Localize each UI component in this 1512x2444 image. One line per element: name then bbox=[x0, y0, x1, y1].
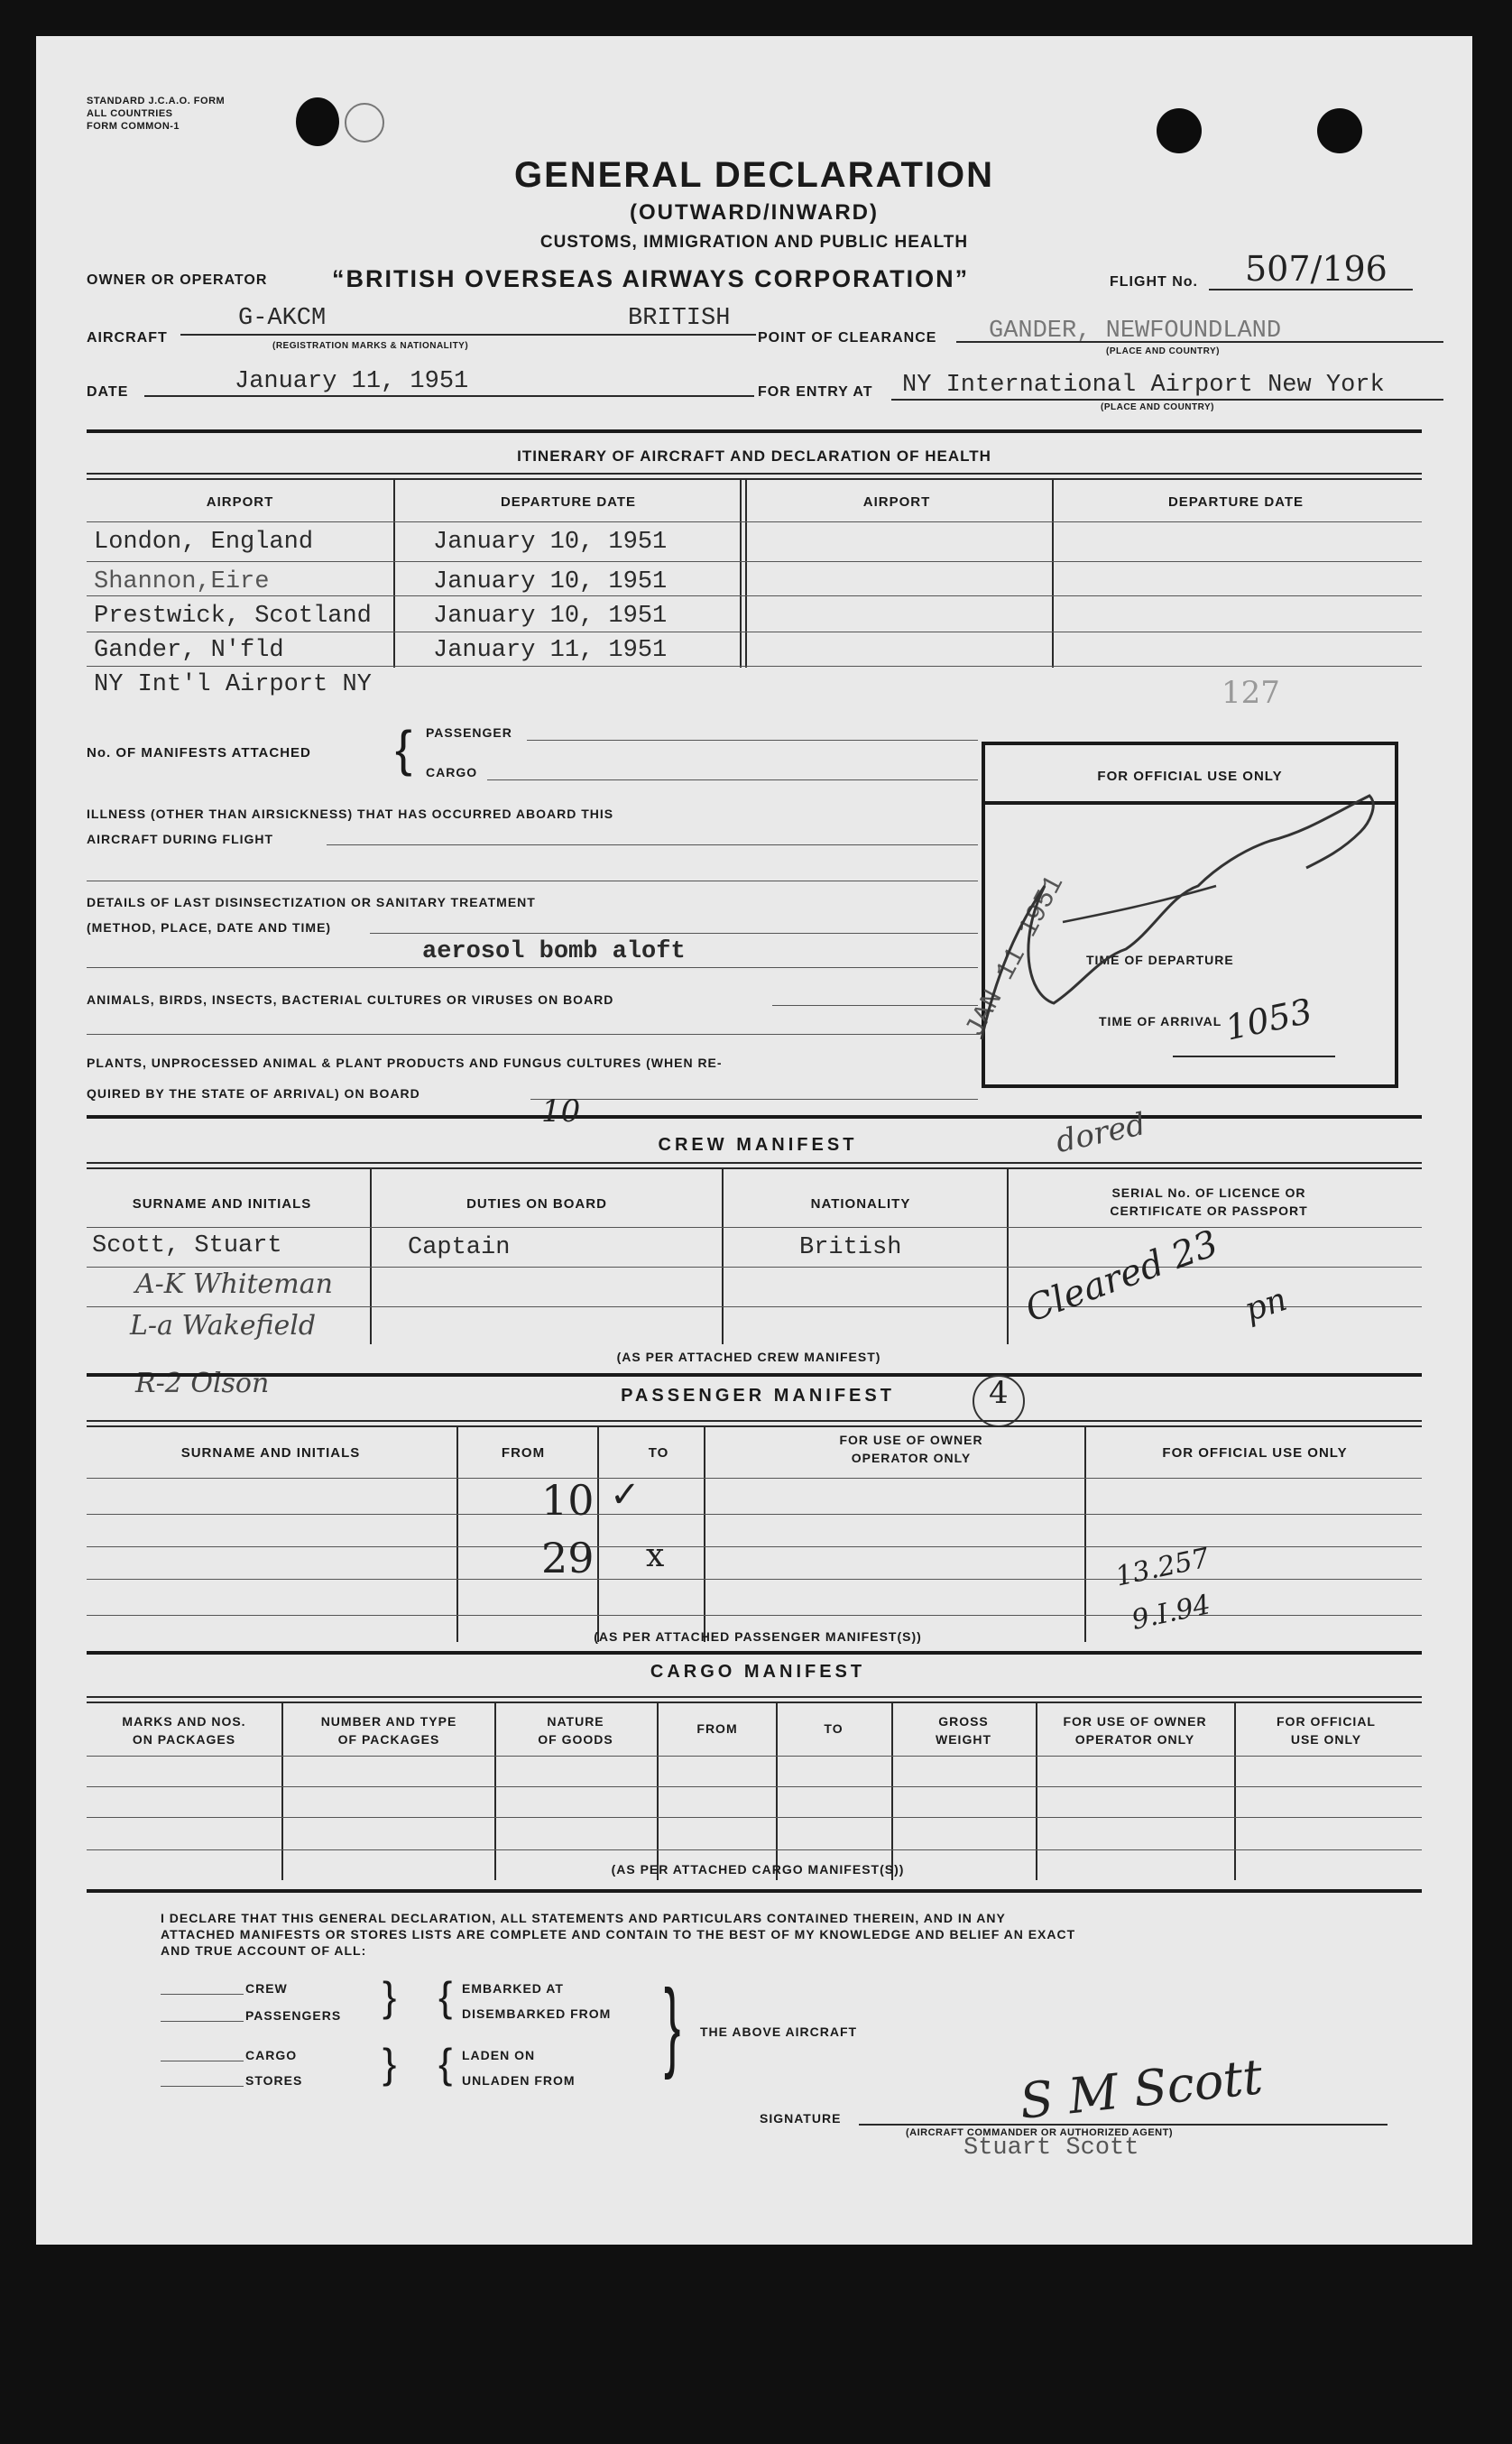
entry-value: NY International Airport New York bbox=[902, 372, 1385, 399]
cargo-col-5: TO bbox=[824, 1721, 844, 1736]
passenger-col-owner-1: FOR USE OF OWNER bbox=[839, 1433, 983, 1447]
cargo-col-3-line1: NATURE bbox=[547, 1714, 604, 1729]
itinerary-row-3-date: January 10, 1951 bbox=[433, 603, 668, 630]
entry-label: FOR ENTRY AT bbox=[758, 384, 873, 400]
crew-hand-name-3: R-2 Olson bbox=[135, 1368, 270, 1399]
crew-col-nationality: NATIONALITY bbox=[810, 1196, 911, 1212]
crew-col-duties: DUTIES ON BOARD bbox=[466, 1196, 607, 1212]
clearance-label: POINT OF CLEARANCE bbox=[758, 330, 937, 346]
cargo-col-8-line1: FOR OFFICIAL bbox=[1277, 1714, 1376, 1729]
form-id-line3: FORM COMMON-1 bbox=[87, 121, 180, 132]
passenger-hand-count: 4 bbox=[989, 1375, 1009, 1411]
passenger-per-attached: (AS PER ATTACHED PASSENGER MANIFEST(S)) bbox=[594, 1629, 922, 1644]
crew-cleared-scrawl: dored bbox=[1052, 1106, 1149, 1160]
manifests-passenger: PASSENGER bbox=[426, 725, 512, 740]
itinerary-row-2-date: January 10, 1951 bbox=[433, 568, 668, 595]
disinsect-value: aerosol bomb aloft bbox=[422, 938, 686, 965]
animals-label: ANIMALS, BIRDS, INSECTS, BACTERIAL CULTURES OR VIRUSES ON BOARD bbox=[87, 992, 614, 1007]
illness-line-1: ILLNESS (OTHER THAN AIRSICKNESS) THAT HAS OCCURRED ABOARD THIS bbox=[87, 807, 614, 821]
brace-icon: { bbox=[438, 1973, 453, 2020]
declaration-passengers: PASSENGERS bbox=[245, 2008, 342, 2023]
passenger-col-to: TO bbox=[648, 1445, 669, 1461]
crew-hand-serial-mark: pn bbox=[1240, 1280, 1292, 1330]
itinerary-heading: ITINERARY OF AIRCRAFT AND DECLARATION OF HEALTH bbox=[517, 447, 991, 465]
declaration-crew: CREW bbox=[245, 1981, 288, 1996]
itinerary-row-1-date: January 10, 1951 bbox=[433, 529, 668, 556]
clearance-caption: (PLACE AND COUNTRY) bbox=[1106, 346, 1220, 356]
form-subtitle: (OUTWARD/INWARD) bbox=[630, 200, 879, 225]
cargo-col-1-line2: ON PACKAGES bbox=[132, 1732, 236, 1747]
cargo-col-3-line2: OF GOODS bbox=[538, 1732, 613, 1747]
date-value: January 11, 1951 bbox=[235, 368, 469, 395]
crew-hand-name-2: L-a Wakefield bbox=[130, 1310, 317, 1342]
official-box-heading: FOR OFFICIAL USE ONLY bbox=[1097, 769, 1283, 784]
inspector-signature-scrawl bbox=[945, 778, 1433, 1075]
itinerary-row-1-airport: London, England bbox=[94, 529, 314, 556]
form-subtitle-2: CUSTOMS, IMMIGRATION AND PUBLIC HEALTH bbox=[539, 233, 969, 252]
aircraft-nationality: BRITISH bbox=[628, 305, 731, 332]
cargo-col-6-line2: WEIGHT bbox=[936, 1732, 991, 1747]
crew-col-surname: SURNAME AND INITIALS bbox=[132, 1196, 312, 1212]
captain-signature: S M Scott bbox=[1017, 2048, 1266, 2130]
crew-row-nationality: British bbox=[799, 1234, 902, 1261]
passenger-hand-from-2: 29 bbox=[541, 1534, 595, 1582]
form-id-line1: STANDARD J.C.A.O. FORM bbox=[87, 96, 226, 106]
cargo-col-7-line2: OPERATOR ONLY bbox=[1074, 1732, 1195, 1747]
plants-line-2: QUIRED BY THE STATE OF ARRIVAL) ON BOARD bbox=[87, 1086, 420, 1101]
crew-col-serial-2: CERTIFICATE OR PASSPORT bbox=[1110, 1204, 1308, 1218]
itinerary-row-4-date: January 11, 1951 bbox=[433, 637, 668, 664]
crew-hand-serial: Cleared 23 bbox=[1019, 1222, 1224, 1331]
itinerary-col-airport-2: AIRPORT bbox=[862, 494, 931, 510]
punch-hole-right-1 bbox=[1157, 108, 1202, 153]
cargo-col-4: FROM bbox=[696, 1721, 738, 1736]
itinerary-row-5-airport: NY Int'l Airport NY bbox=[94, 671, 372, 698]
crew-col-serial-1: SERIAL No. OF LICENCE OR bbox=[1111, 1185, 1306, 1200]
punch-hole-left bbox=[296, 97, 339, 146]
signature-caption: (AIRCRAFT COMMANDER OR AUTHORIZED AGENT) bbox=[906, 2127, 1173, 2138]
itinerary-col-airport: AIRPORT bbox=[206, 494, 274, 510]
passenger-hand-x: x bbox=[646, 1537, 665, 1574]
crew-row-duties: Captain bbox=[408, 1234, 511, 1261]
manifests-label: No. OF MANIFESTS ATTACHED bbox=[87, 745, 311, 761]
brace-icon: { bbox=[395, 720, 412, 777]
illness-line-2: AIRCRAFT DURING FLIGHT bbox=[87, 832, 274, 846]
crew-row-surname: Scott, Stuart bbox=[92, 1232, 282, 1259]
declaration-above-aircraft: THE ABOVE AIRCRAFT bbox=[700, 2024, 858, 2039]
plants-line-1: PLANTS, UNPROCESSED ANIMAL & PLANT PRODUCTS AND FUNGUS CULTURES (WHEN RE- bbox=[87, 1056, 723, 1070]
cargo-col-6-line1: GROSS bbox=[938, 1714, 989, 1729]
brace-icon: } bbox=[383, 2040, 397, 2087]
cargo-heading: CARGO MANIFEST bbox=[650, 1662, 866, 1682]
itinerary-row-3-airport: Prestwick, Scotland bbox=[94, 603, 372, 630]
captain-typed-name: Stuart Scott bbox=[963, 2135, 1139, 2162]
form-id-line2: ALL COUNTRIES bbox=[87, 108, 173, 119]
cargo-col-2-line2: OF PACKAGES bbox=[337, 1732, 440, 1747]
cargo-per-attached: (AS PER ATTACHED CARGO MANIFEST(S)) bbox=[611, 1862, 905, 1877]
received-stamp-icon bbox=[345, 103, 384, 143]
itinerary-row-4-airport: Gander, N'fld bbox=[94, 637, 284, 664]
itinerary-row-2-airport: Shannon,Eire bbox=[94, 568, 270, 595]
disinsect-line-2: (METHOD, PLACE, DATE AND TIME) bbox=[87, 920, 332, 935]
declaration-laden: LADEN ON bbox=[462, 2048, 536, 2062]
punch-hole-right-2 bbox=[1317, 108, 1362, 153]
passenger-col-official: FOR OFFICIAL USE ONLY bbox=[1162, 1445, 1348, 1461]
cargo-col-2-line1: NUMBER AND TYPE bbox=[320, 1714, 457, 1729]
passenger-hand-official-2: 9.I.94 bbox=[1129, 1589, 1213, 1637]
operator-label: OWNER OR OPERATOR bbox=[87, 272, 268, 288]
itinerary-handwritten-number: 127 bbox=[1222, 675, 1280, 711]
official-box-date-stamp: JAN 11 1951 bbox=[960, 871, 1071, 1043]
brace-icon: } bbox=[383, 1973, 397, 2020]
official-box-departure: TIME OF DEPARTURE bbox=[1086, 953, 1234, 967]
official-box-arrival: TIME OF ARRIVAL bbox=[1099, 1014, 1222, 1028]
signature-label: SIGNATURE bbox=[760, 2111, 842, 2126]
itinerary-col-departure-2: DEPARTURE DATE bbox=[1167, 494, 1305, 510]
flight-label: FLIGHT No. bbox=[1110, 274, 1198, 290]
cargo-col-1-line1: MARKS AND NOS. bbox=[122, 1714, 246, 1729]
general-declaration-form bbox=[36, 36, 1472, 2245]
brace-icon: } bbox=[664, 1969, 681, 2080]
itinerary-col-departure: DEPARTURE DATE bbox=[500, 494, 637, 510]
declaration-line-3: AND TRUE ACCOUNT OF ALL: bbox=[161, 1943, 367, 1958]
cargo-col-7-line1: FOR USE OF OWNER bbox=[1063, 1714, 1207, 1729]
form-title: GENERAL DECLARATION bbox=[513, 155, 995, 195]
crew-hand-count: 10 bbox=[541, 1093, 581, 1130]
passenger-hand-official-1: 13.257 bbox=[1112, 1542, 1212, 1593]
declaration-stores: STORES bbox=[245, 2073, 303, 2088]
crew-heading: CREW MANIFEST bbox=[658, 1135, 858, 1155]
passenger-hand-from-1: 10 bbox=[541, 1476, 595, 1525]
passenger-heading: PASSENGER MANIFEST bbox=[621, 1386, 895, 1406]
declaration-line-2: ATTACHED MANIFESTS OR STORES LISTS ARE COMPLETE AND CONTAIN TO THE BEST OF MY KNOWLEDGE AND BELIEF AN EXACT bbox=[161, 1927, 1076, 1941]
passenger-col-from: FROM bbox=[501, 1445, 546, 1461]
declaration-embarked: EMBARKED AT bbox=[462, 1981, 564, 1996]
date-label: DATE bbox=[87, 384, 129, 400]
official-box-arrival-handwritten: 1053 bbox=[1222, 991, 1316, 1048]
declaration-disembarked: DISEMBARKED FROM bbox=[462, 2006, 612, 2021]
aircraft-label: AIRCRAFT bbox=[87, 330, 168, 346]
brace-icon: { bbox=[438, 2040, 453, 2087]
declaration-cargo: CARGO bbox=[245, 2048, 298, 2062]
passenger-hand-check: ✓ bbox=[610, 1474, 641, 1516]
crew-per-attached: (AS PER ATTACHED CREW MANIFEST) bbox=[616, 1350, 881, 1364]
declaration-line-1: I DECLARE THAT THIS GENERAL DECLARATION, ALL STATEMENTS AND PARTICULARS CONTAINED THEREIN, AND IN ANY bbox=[161, 1911, 1006, 1925]
registration-caption: (REGISTRATION MARKS & NATIONALITY) bbox=[272, 341, 469, 351]
operator-value: “BRITISH OVERSEAS AIRWAYS CORPORATION” bbox=[332, 265, 970, 292]
manifests-cargo: CARGO bbox=[426, 765, 478, 779]
cargo-col-8-line2: USE ONLY bbox=[1290, 1732, 1362, 1747]
passenger-col-surname: SURNAME AND INITIALS bbox=[180, 1445, 361, 1461]
disinsect-line-1: DETAILS OF LAST DISINSECTIZATION OR SANITARY TREATMENT bbox=[87, 895, 536, 909]
declaration-unladen: UNLADEN FROM bbox=[462, 2073, 576, 2088]
clearance-value: GANDER, NEWFOUNDLAND bbox=[989, 318, 1282, 345]
flight-value: 507/196 bbox=[1245, 249, 1388, 289]
passenger-col-owner-2: OPERATOR ONLY bbox=[851, 1451, 972, 1465]
crew-hand-name-1: A-K Whiteman bbox=[135, 1268, 333, 1300]
entry-caption: (PLACE AND COUNTRY) bbox=[1101, 402, 1214, 412]
aircraft-registration: G-AKCM bbox=[238, 305, 327, 332]
